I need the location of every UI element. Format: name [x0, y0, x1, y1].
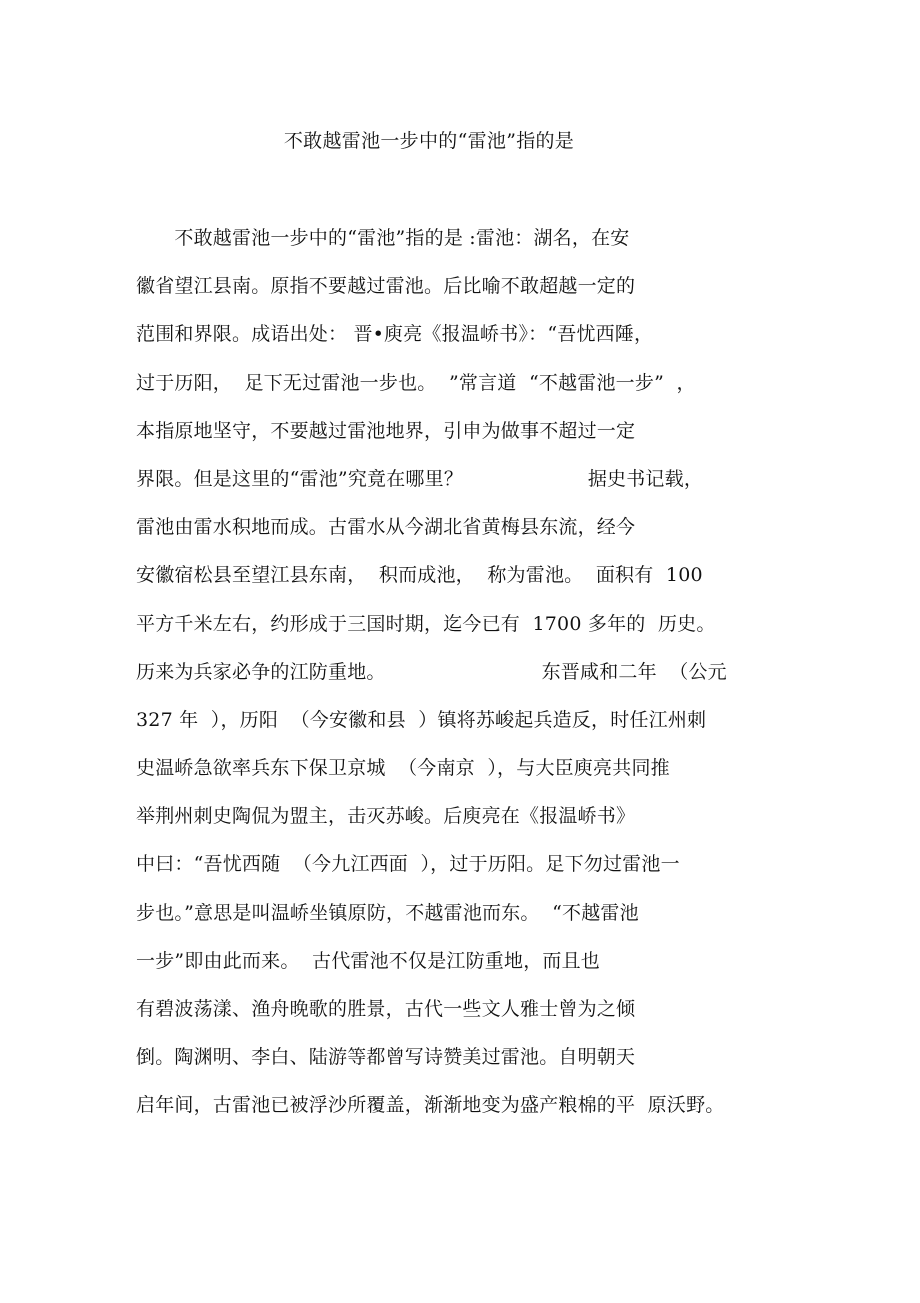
body-line: 有碧波荡漾、渔舟晚歌的胜景，古代一些文人雅士曾为之倾 [136, 998, 636, 1020]
body-line: 启年间，古雷池已被浮沙所覆盖，渐渐地变为盛产粮棉的平 原沃野。 [136, 1094, 725, 1117]
body-line: 本指原地坚守，不要越过雷池地界，引申为做事不超过一定 [136, 419, 636, 442]
body-line: 中曰：“吾忧西随 （今九江西面 ），过于历阳。足下勿过雷池一 [136, 853, 680, 876]
body-line: 史温峤急欲率兵东下保卫京城 （今南京 ），与大臣庾亮共同推 [136, 757, 670, 780]
body-line: 安徽宿松县至望江县东南， 积而成池， 称为雷池。 面积有 100 [136, 564, 703, 587]
body-line: 过于历阳， 足下无过雷池一步也。 ”常言道 “不越雷池一步” ， [136, 371, 696, 394]
body-line: 界限。但是这里的“雷池”究竟在哪里？ 据史书记载， [136, 467, 704, 490]
body-line: 范围和界限。成语出处： 晋•庾亮《报温峤书》：“吾忧西陲， [136, 323, 654, 346]
document-body [136, 222, 786, 1138]
body-line: 平方千米左右，约形成于三国时期，迄今已有 1700 多年的 历史。 [136, 612, 716, 635]
body-line: 一步”即由此而来。 古代雷池不仅是江防重地，而且也 [136, 949, 600, 972]
body-line: 雷池由雷水积地而成。古雷水从今湖北省黄梅县东流，经今 [136, 516, 636, 539]
body-line: 举荆州刺史陶侃为盟主，击灭苏峻。后庾亮在《报温峤书》 [136, 805, 636, 828]
body-line: 倒。陶渊明、李白、陆游等都曾写诗赞美过雷池。自明朝天 [136, 1046, 636, 1069]
body-line: 历来为兵家必争的江防重地。 东晋咸和二年 （公元 [136, 660, 727, 683]
document-title: 不敢越雷池一步中的“雷池”指的是 [283, 130, 575, 152]
body-line: 327 年 ），历阳 （今安徽和县 ）镇将苏峻起兵造反，时任江州刺 [136, 708, 707, 731]
body-line: 步也。”意思是叫温峤坐镇原防，不越雷池而东。 “不越雷池 [136, 901, 639, 924]
body-line: 徽省望江县南。原指不要越过雷池。后比喻不敢超越一定的 [136, 275, 636, 298]
body-line: 不敢越雷池一步中的“雷池”指的是 :雷池：湖名，在安 [136, 227, 630, 249]
